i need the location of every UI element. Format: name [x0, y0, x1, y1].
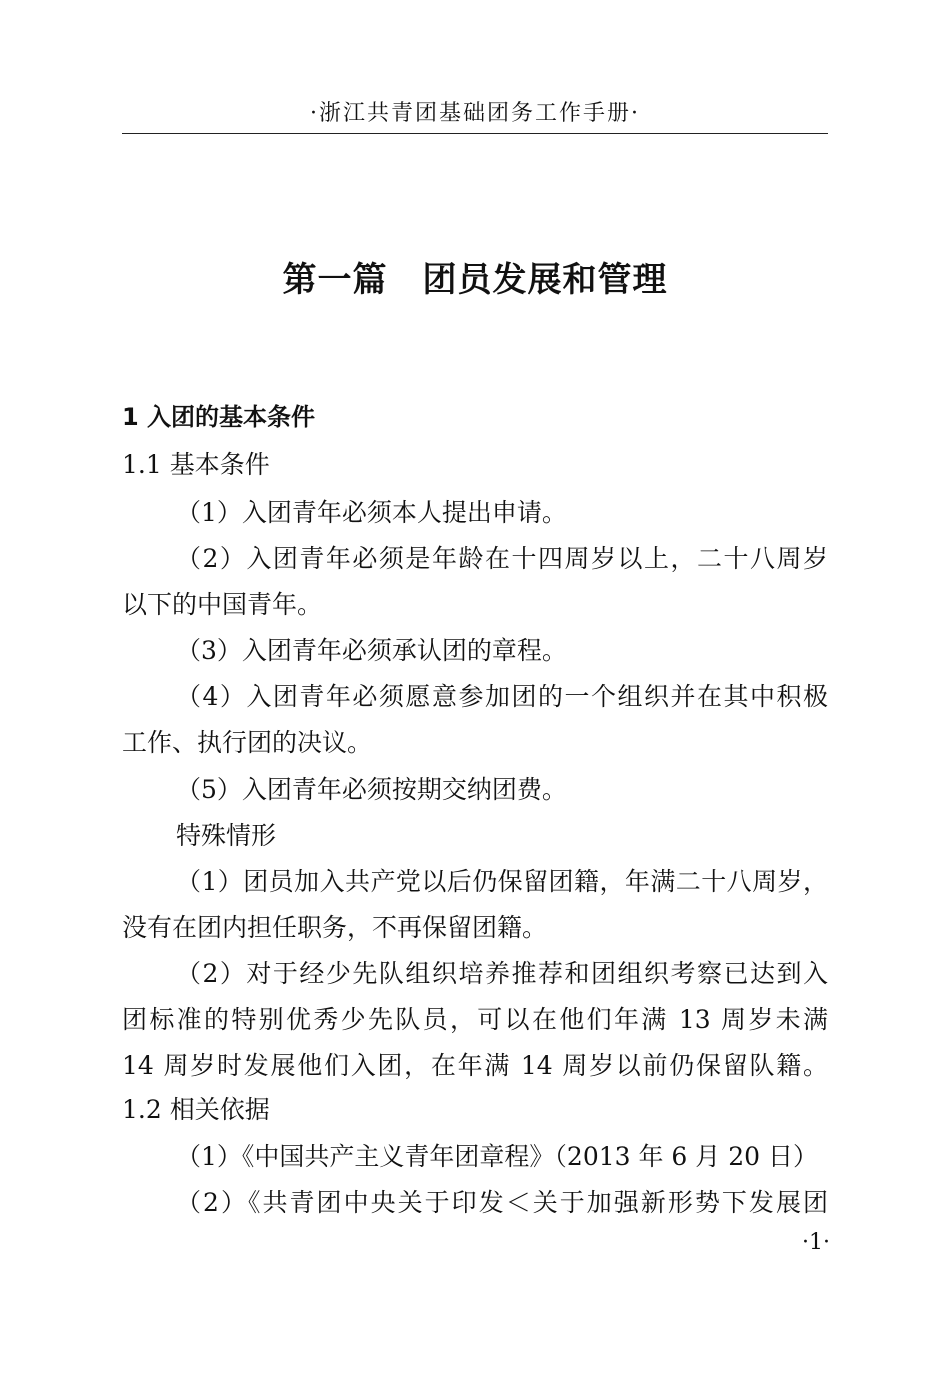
text-line: 没有在团内担任职务，不再保留团籍。: [122, 913, 548, 942]
header-rule: [122, 133, 828, 134]
text-line: （2）对于经少先队组织培养推荐和团组织考察已达到入: [176, 959, 828, 988]
text-line: （2）入团青年必须是年龄在十四周岁以上，二十八周岁: [176, 544, 828, 573]
page-number: ·1·: [802, 1230, 830, 1255]
text-line: 团标准的特别优秀少先队员，可以在他们年满 13 周岁未满: [122, 1005, 828, 1034]
section-heading: 1 入团的基本条件: [122, 403, 316, 431]
text-line: 特殊情形: [176, 821, 277, 850]
text-line: 以下的中国青年。: [122, 590, 323, 619]
text-line: （1）团员加入共产党以后仍保留团籍，年满二十八周岁，: [176, 867, 828, 896]
part-title: 第一篇 团员发展和管理: [282, 260, 668, 300]
running-head: ·浙江共青团基础团务工作手册·: [310, 101, 640, 126]
text-line: 工作、执行团的决议。: [122, 728, 373, 757]
text-line: （1）入团青年必须本人提出申请。: [176, 498, 567, 527]
text-line: 14 周岁时发展他们入团，在年满 14 周岁以前仍保留队籍。: [122, 1051, 828, 1080]
text-line: 1.1 基本条件: [122, 450, 270, 479]
text-line: （4）入团青年必须愿意参加团的一个组织并在其中积极: [176, 682, 828, 711]
text-line: （3）入团青年必须承认团的章程。: [176, 636, 567, 665]
text-line: 1.2 相关依据: [122, 1095, 270, 1124]
text-line: （5）入团青年必须按期交纳团费。: [176, 775, 567, 804]
text-line: （1）《中国共产主义青年团章程》（2013 年 6 月 20 日）: [176, 1142, 818, 1171]
text-line: （2）《共青团中央关于印发＜关于加强新形势下发展团: [176, 1188, 828, 1217]
